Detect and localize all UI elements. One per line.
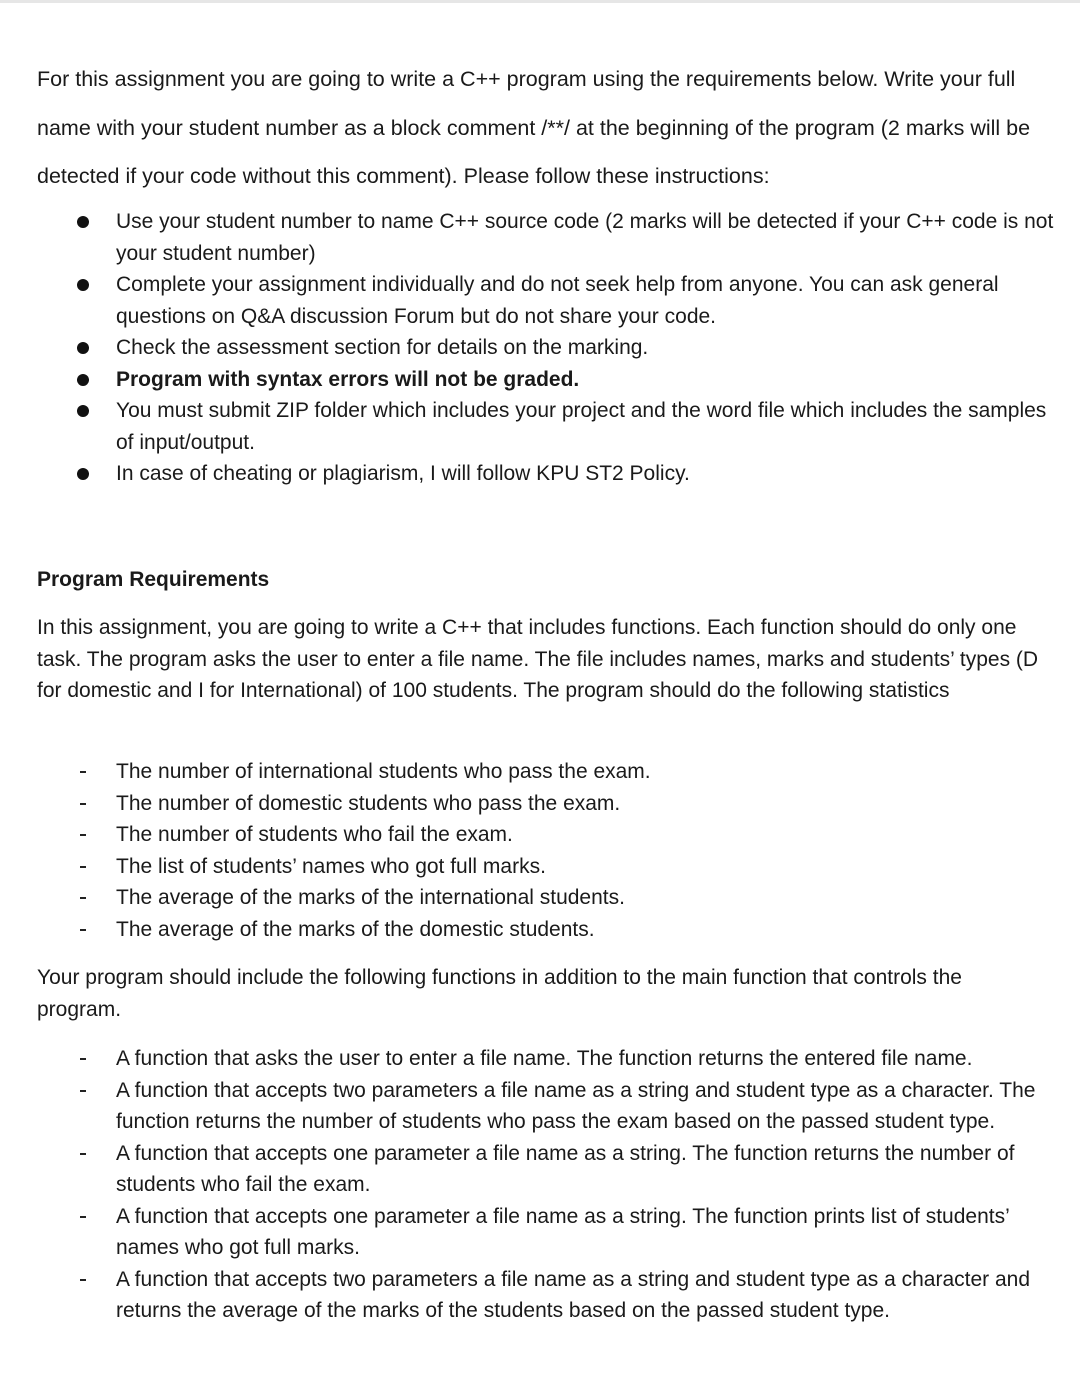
bullet-icon (77, 405, 89, 417)
dash-icon (80, 866, 86, 868)
top-border (0, 0, 1080, 3)
bullet-icon (77, 216, 89, 228)
instruction-item: In case of cheating or plagiarism, I will follow KPU ST2 Policy. (0, 458, 1080, 490)
bullet-icon (77, 279, 89, 291)
function-item: A function that asks the user to enter a file name. The function returns the entered file name. (0, 1043, 1080, 1075)
function-item: A function that accepts two parameters a file name as a string and student type as a character. The function returns the number of students who pass the exam based on the passed student type. (0, 1075, 1080, 1138)
statistics-list (0, 756, 1080, 945)
dash-icon (80, 1279, 86, 1281)
bullet-icon (77, 342, 89, 354)
dash-icon (80, 1058, 86, 1060)
instruction-item: Check the assessment section for details on the marking. (0, 332, 1080, 364)
dash-icon (80, 1090, 86, 1092)
statistic-item: The average of the marks of the international students. (0, 882, 1080, 914)
bullet-icon (77, 374, 89, 386)
function-item: A function that accepts one parameter a file name as a string. The function returns the number of students who fail the exam. (0, 1138, 1080, 1201)
statistic-item: The number of domestic students who pass the exam. (0, 788, 1080, 820)
function-item: A function that accepts two parameters a file name as a string and student type as a character and returns the average of the marks of the students based on the passed student type. (0, 1264, 1080, 1327)
statistic-item: The number of international students who pass the exam. (0, 756, 1080, 788)
dash-icon (80, 1216, 86, 1218)
dash-icon (80, 803, 86, 805)
statistic-item: The list of students’ names who got full marks. (0, 851, 1080, 883)
requirements-paragraph: In this assignment, you are going to write a C++ that includes functions. Each function should do only one task. The program asks the user to enter a file name. The file includes names, marks and students’ types (D for domestic and I for International) of 100 students. The program should do the following statistics (37, 616, 1039, 702)
instruction-item: Complete your assignment individually and do not seek help from anyone. You can ask general questions on Q&A discussion Forum but do not share your code. (0, 269, 1080, 332)
statistic-item: The average of the marks of the domestic students. (0, 914, 1080, 946)
functions-list (0, 1043, 1080, 1327)
instruction-item: Use your student number to name C++ source code (2 marks will be detected if your C++ code is not your student number) (0, 206, 1080, 269)
instruction-item: Program with syntax errors will not be graded. (0, 364, 1080, 396)
dash-icon (80, 771, 86, 773)
statistic-item: The number of students who fail the exam. (0, 819, 1080, 851)
bullet-icon (77, 468, 89, 480)
dash-icon (80, 929, 86, 931)
intro-paragraph: For this assignment you are going to write a C++ program using the requirements below. Write your full name with your student number as a block comment /**/ at the beginning of the program (2 marks will be detected if your code without this comment). Please follow these instructions: (37, 67, 1031, 188)
functions-intro: Your program should include the following functions in addition to the main function that controls the program. (37, 966, 962, 1021)
dash-icon (80, 1153, 86, 1155)
section-heading: Program Requirements (37, 568, 270, 591)
dash-icon (80, 897, 86, 899)
instructions-list (0, 206, 1080, 490)
dash-icon (80, 834, 86, 836)
function-item: A function that accepts one parameter a file name as a string. The function prints list of students’ names who got full marks. (0, 1201, 1080, 1264)
instruction-item: You must submit ZIP folder which includes your project and the word file which includes the samples of input/output. (0, 395, 1080, 458)
